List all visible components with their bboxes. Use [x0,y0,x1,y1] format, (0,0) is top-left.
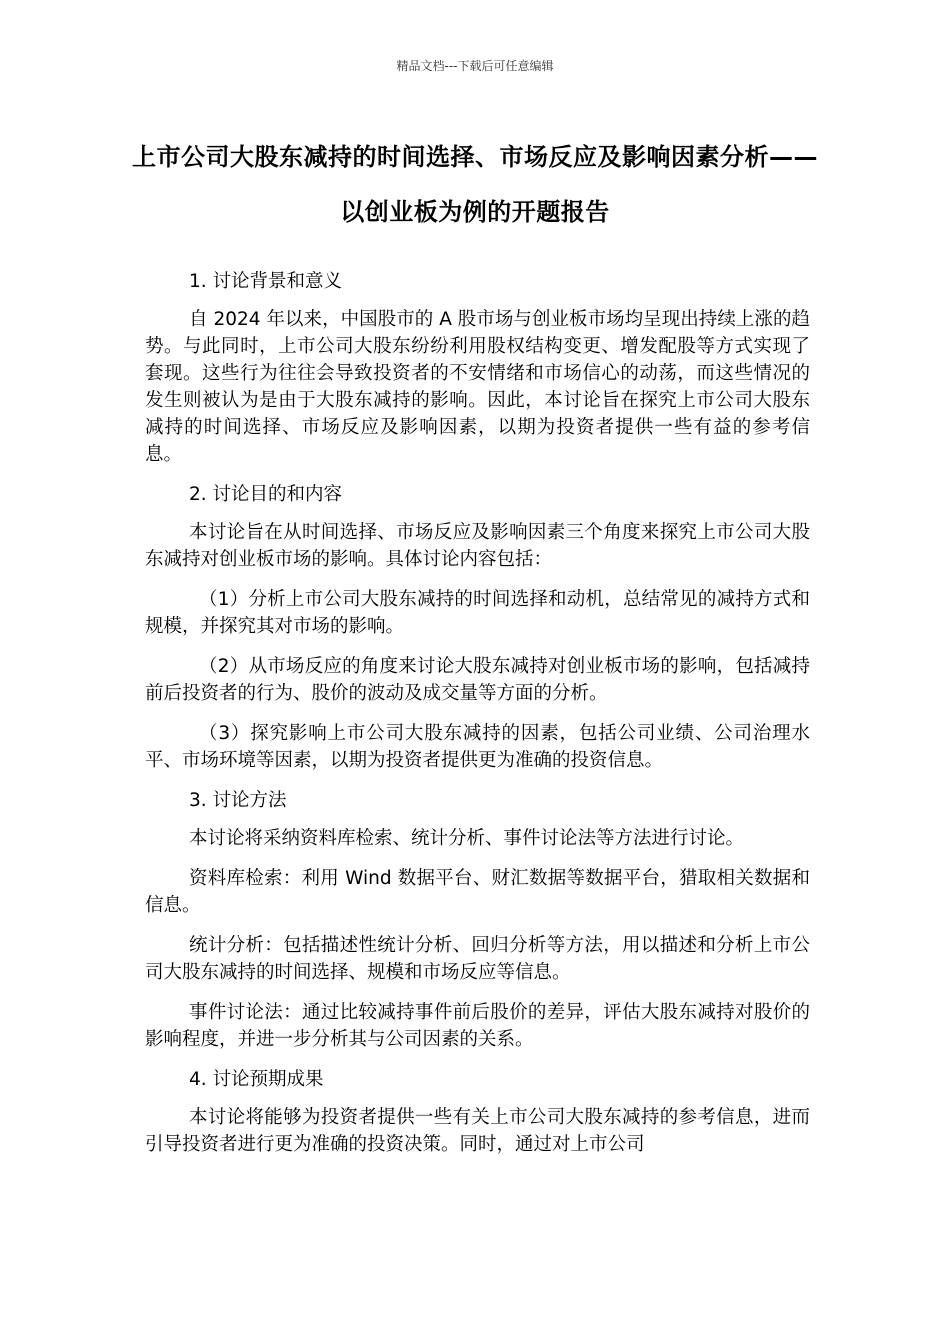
header-note: 精品文档---下载后可任意编辑 [396,59,554,73]
section-heading-background: 1. 讨论背景和意义 [189,271,343,292]
list-item-1: （1）分析上市公司大股东减持的时间选择和动机，总结常见的减持方式和规模，并探究其对市场的影响。 [145,589,810,637]
paragraph-statistical-analysis: 统计分析：包括描述性统计分析、回归分析等方法，用以描述和分析上市公司大股东减持的时间选择、规模和市场反应等信息。 [145,935,810,983]
paragraph-event-study: 事件讨论法：通过比较减持事件前后股价的差异，评估大股东减持对股价的影响程度，并进一步分析其与公司因素的关系。 [145,1002,810,1050]
paragraph-outcomes: 本讨论将能够为投资者提供一些有关上市公司大股东减持的参考信息，进而引导投资者进行更为准确的投资决策。同时，通过对上市公司 [145,1107,810,1155]
paragraph-background: 自 2024 年以来，中国股市的 A 股市场与创业板市场均呈现出持续上涨的趋势。与此同时，上市公司大股东纷纷利用股权结构变更、增发配股等方式实现了套现。这些行为往往会导致投资者的不安情绪和市场信心的动荡，而这些情况的发生则被认为是由于大股东减持的影响。因此，本讨论旨在探究上市公司大股东减持的时间选择、市场反应及影响因素，以期为投资者提供一些有益的参考信息。 [145,309,810,465]
paragraph-database-search: 资料库检索：利用 Wind 数据平台、财汇数据等数据平台，猎取相关数据和信息。 [145,868,810,916]
list-item-3: （3）探究影响上市公司大股东减持的因素，包括公司业绩、公司治理水平、市场环境等因素，以期为投资者提供更为准确的投资信息。 [145,723,810,771]
section-heading-outcomes: 4. 讨论预期成果 [189,1069,324,1090]
paragraph-methods-intro: 本讨论将采纳资料库检索、统计分析、事件讨论法等方法进行讨论。 [189,828,745,849]
document-title: 上市公司大股东减持的时间选择、市场反应及影响因素分析——以创业板为例的开题报告 [132,143,818,226]
section-heading-purpose: 2. 讨论目的和内容 [189,484,343,505]
list-item-2: （2）从市场反应的角度来讨论大股东减持对创业板市场的影响，包括减持前后投资者的行为、股价的波动及成交量等方面的分析。 [145,656,810,704]
paragraph-purpose-intro: 本讨论旨在从时间选择、市场反应及影响因素三个角度来探究上市公司大股东减持对创业板市场的影响。具体讨论内容包括： [145,522,810,570]
section-heading-methods: 3. 讨论方法 [189,790,287,811]
document-body [145,268,810,1171]
